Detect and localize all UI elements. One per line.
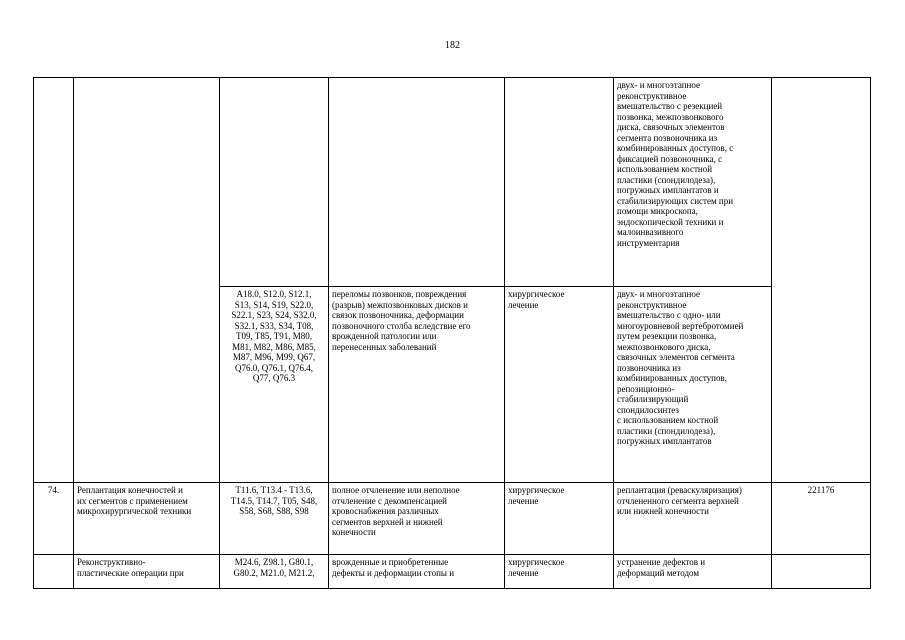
- patient-model-cell: переломы позвонков, повреждения (разрыв) межпозвонковых дисков и связок позвоночника, деформации позвоночного столба вследствие его врожденной патологии или перенесенных заболеваний: [329, 287, 505, 483]
- price-cell: [772, 78, 871, 483]
- treatment-type-cell: хирургическое лечение: [505, 287, 614, 483]
- row-number-cell: [34, 555, 74, 589]
- care-type-cell: Реплантация конечностей и их сегментов с применением микрохирургической техники: [74, 483, 220, 555]
- care-type-cell: Реконструктивно- пластические операции при: [74, 555, 220, 589]
- table-row: [34, 483, 871, 555]
- price-cell: 221176: [772, 483, 871, 555]
- care-type-cell: [74, 78, 220, 483]
- icd-codes-cell: T11.6, T13.4 - T13.6, T14.5, T14.7, T05, S48, S58, S68, S88, S98: [220, 483, 329, 555]
- icd-codes-cell: [220, 78, 329, 287]
- method-cell: реплантация (реваскуляризация) отчлененного сегмента верхней или нижней конечности: [614, 483, 772, 555]
- table-row: [34, 555, 871, 589]
- page-number: 182: [445, 40, 460, 51]
- patient-model-cell: врожденные и приобретенные дефекты и деформации стопы и: [329, 555, 505, 589]
- icd-codes-cell: A18.0, S12.0, S12.1, S13, S14, S19, S22.0, S22.1, S23, S24, S32.0, S32.1, S33, S34, T08, T09, T85, T91, M80, M81, M82, M86, M85, M87, M96, M99, Q67, Q76.0, Q76.1, Q76.4, Q77, Q76.3: [220, 287, 329, 483]
- treatment-type-cell: хирургическое лечение: [505, 555, 614, 589]
- method-cell: двух- и многоэтапное реконструктивное вмешательство с одно- или многоуровневой вертебротомией путем резекции позвонка, межпозвонкового диска, связочных элементов сегмента позвоночника из комбинированных доступов, репозиционно- стабилизирующий спондилосинтез с использованием костной пластики (спондилодеза), погружных имплантатов: [614, 287, 772, 483]
- patient-model-cell: полное отчленение или неполное отчленение с декомпенсацией кровоснабжения различных сегментов верхней и нижней конечности: [329, 483, 505, 555]
- treatment-type-cell: [505, 78, 614, 287]
- method-cell: устранение дефектов и деформаций методом: [614, 555, 772, 589]
- row-number-cell: 74.: [34, 483, 74, 555]
- row-number-cell: [34, 78, 74, 483]
- price-cell: [772, 555, 871, 589]
- patient-model-cell: [329, 78, 505, 287]
- procedures-table: [33, 77, 871, 589]
- icd-codes-cell: M24.6, Z98.1, G80.1, G80.2, M21.0, M21.2,: [220, 555, 329, 589]
- table-row: [34, 78, 871, 287]
- method-cell: двух- и многоэтапное реконструктивное вмешательство с резекцией позвонка, межпозвонкового диска, связочных элементов сегмента позвоночника из комбинированных доступов, с фиксацией позвоночника, с использованием костной пластики (спондилодеза), погружных имплантатов и стабилизирующих систем при помощи микроскопа, эндоскопической техники и малоинвазивного инструментария: [614, 78, 772, 287]
- treatment-type-cell: хирургическое лечение: [505, 483, 614, 555]
